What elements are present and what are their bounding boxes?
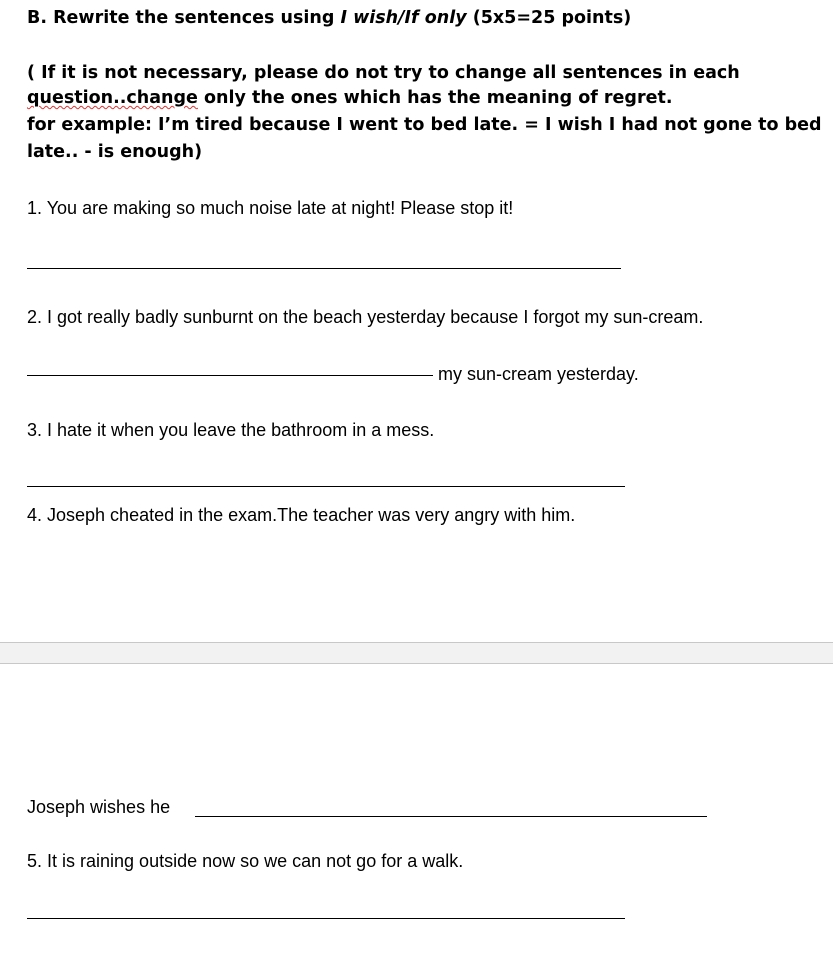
answer-line-3[interactable] — [27, 486, 625, 487]
section-title — [27, 8, 631, 28]
answer-line-1[interactable] — [27, 268, 621, 269]
instruction-line-2 — [27, 88, 672, 108]
section-title-italic: I wish/If only — [340, 8, 467, 28]
instruction-line-1: ( If it is not necessary, please do not try to change all sentences in each — [27, 63, 740, 83]
answer-2-suffix: my sun-cream yesterday. — [438, 364, 639, 384]
instruction-line-2-rest: only the ones which has the meaning of regret. — [197, 88, 673, 108]
section-title-prefix: B. Rewrite the sentences using — [27, 8, 341, 28]
instruction-line-4: late.. - is enough) — [27, 142, 203, 162]
question-1: 1. You are making so much noise late at night! Please stop it! — [27, 198, 514, 218]
question-2: 2. I got really badly sunburnt on the beach yesterday because I forgot my sun-cream. — [27, 307, 704, 327]
instruction-line-3: for example: I’m tired because I went to bed late. = I wish I had not gone to bed — [27, 115, 822, 135]
question-5: 5. It is raining outside now so we can not go for a walk. — [27, 851, 464, 871]
question-4: 4. Joseph cheated in the exam.The teacher was very angry with him. — [27, 505, 576, 525]
question-3: 3. I hate it when you leave the bathroom in a mess. — [27, 420, 435, 440]
answer-4-prefix: Joseph wishes he — [27, 797, 171, 817]
page-break — [0, 642, 833, 664]
answer-line-2[interactable] — [27, 375, 433, 376]
answer-line-4[interactable] — [195, 816, 707, 817]
answer-line-5[interactable] — [27, 918, 625, 919]
section-title-suffix: (5x5=25 points) — [466, 8, 632, 28]
spellcheck-squiggle-text: question..change — [27, 88, 198, 108]
